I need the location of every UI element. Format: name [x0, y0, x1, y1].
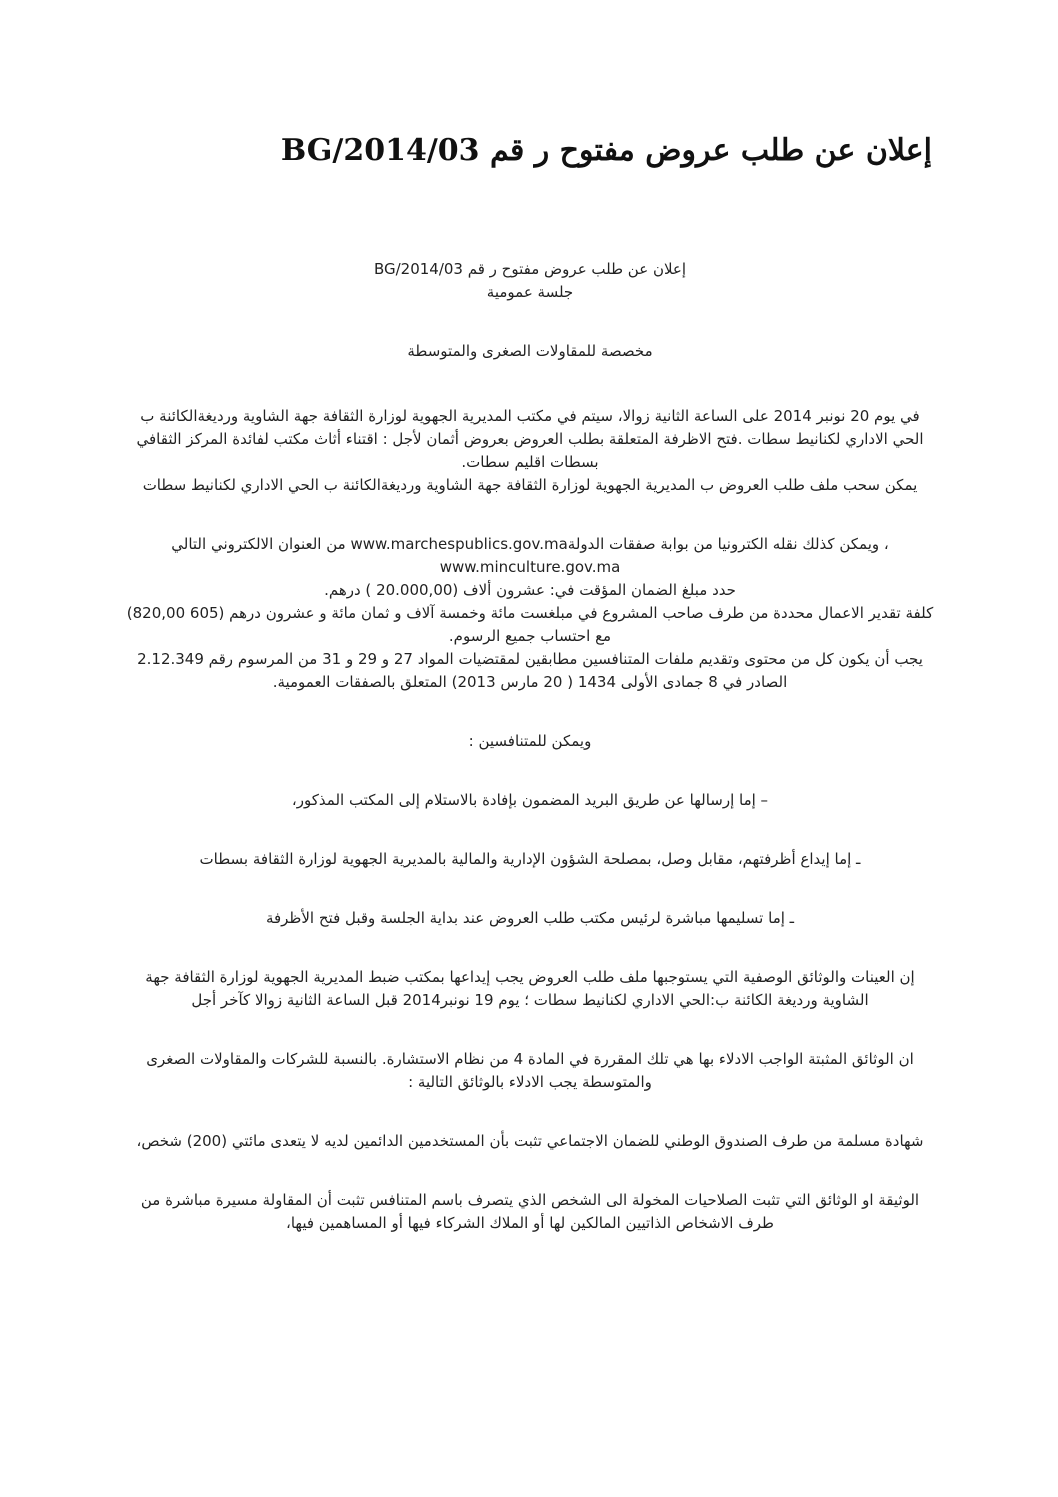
regulation-paragraph: يجب أن يكون كل من محتوى وتقديم ملفات المتنافسين مطابقين لمقتضيات المواد 27 و 29 و 31 من المرسوم رقم 2.12.349 الصادر في 8 جمادى الأولى 1434 ( 20 مارس 2013) المتعلق بالصفقات العمومية.	[137, 650, 923, 691]
cnss-certificate-paragraph: شهادة مسلمة من طرف الصندوق الوطني للضمان الاجتماعي تثبت بأن المستخدمين الدائمين لديه لا يتعدى مائتي (200) شخص،	[136, 1132, 924, 1150]
session-type: جلسة عمومية	[486, 283, 574, 301]
cost-estimate-paragraph: كلفة تقدير الاعمال محددة من طرف صاحب المشروع في مبلغست مائة وخمسة آلاف و ثمان مائة و عشرون درهم (605 820,00) مع احتساب جميع الرسوم.	[126, 604, 934, 645]
opening-paragraph: في يوم 20 نونبر 2014 على الساعة الثانية زوالا، سيتم في مكتب المديرية الجهوية لوزارة الثقافة جهة الشاوية ورديغةالكائنة ب الحي الاداري لكنانيط سطات .فتح الاظرفة المتعلقة بطلب العروض بعروض أثمان لأجل : اقتناء أثاث مكتب لفائدة المركز الثقافي بسطات اقليم سطات.	[136, 407, 924, 471]
competitors-options-heading: ويمكن للمتنافسين :	[468, 732, 592, 750]
target-audience: مخصصة للمقاولات الصغرى والمتوسطة	[407, 342, 653, 360]
option-deposit-item: ـ إما إيداع أظرفتهم، مقابل وصل، بمصلحة الشؤون الإدارية والمالية بالمديرية الجهوية لوزارة الثقافة بسطات	[199, 850, 861, 868]
samples-deposit-paragraph: إن العينات والوثائق الوصفية التي يستوجبها ملف طلب العروض يجب إيداعها بمكتب ضبط المديرية الجهوية لوزارة الثقافة جهة الشاوية ورديغة الكائنة ب:الحي الاداري لكنانيط سطات ؛ يوم 19 نونبر2014 قبل الساعة الثانية زوالا كآخر أجل	[145, 968, 915, 1009]
guarantee-amount-paragraph: حدد مبلغ الضمان المؤقت في: عشرون ألاف (20.000,00 ) درهم.	[324, 581, 736, 599]
file-withdrawal-paragraph: يمكن سحب ملف طلب العروض ب المديرية الجهوية لوزارة الثقافة جهة الشاوية ورديغةالكائنة ب الحي الاداري لكنانيط سطات	[142, 476, 918, 494]
option-mail-item: – إما إرسالها عن طريق البريد المضمون بإفادة بالاستلام إلى المكتب المذكور،	[291, 791, 769, 809]
document-title: إعلان عن طلب عروض مفتوح ر قم BG/2014/03	[280, 133, 932, 168]
document-body	[126, 258, 934, 1235]
electronic-download-paragraph: ، ويمكن كذلك نقله الكترونيا من بوابة صفقات الدولةwww.marchespublics.gov.ma من العنوان الالكتروني التالي www.minculture.gov.ma	[171, 535, 889, 576]
supporting-documents-paragraph: ان الوثائق المثبتة الواجب الادلاء بها هي تلك المقررة في المادة 4 من نظام الاستشارة. بالنسبة للشركات والمقاولات الصغرى والمتوسطة يجب الادلاء بالوثائق التالية :	[146, 1050, 914, 1091]
authority-documents-paragraph: الوثيقة او الوثائق التي تثبت الصلاحيات المخولة الى الشخص الذي يتصرف باسم المتنافس تثبت أن المقاولة مسيرة مباشرة من طرف الاشخاص الذاتيين المالكين لها أو الملاك الشركاء فيها أو المساهمين فيها،	[140, 1191, 920, 1232]
option-handover-item: ـ إما تسليمها مباشرة لرئيس مكتب طلب العروض عند بداية الجلسة وقبل فتح الأظرفة	[265, 909, 795, 927]
announcement-heading: إعلان عن طلب عروض مفتوح ر قم BG/2014/03	[373, 260, 687, 278]
